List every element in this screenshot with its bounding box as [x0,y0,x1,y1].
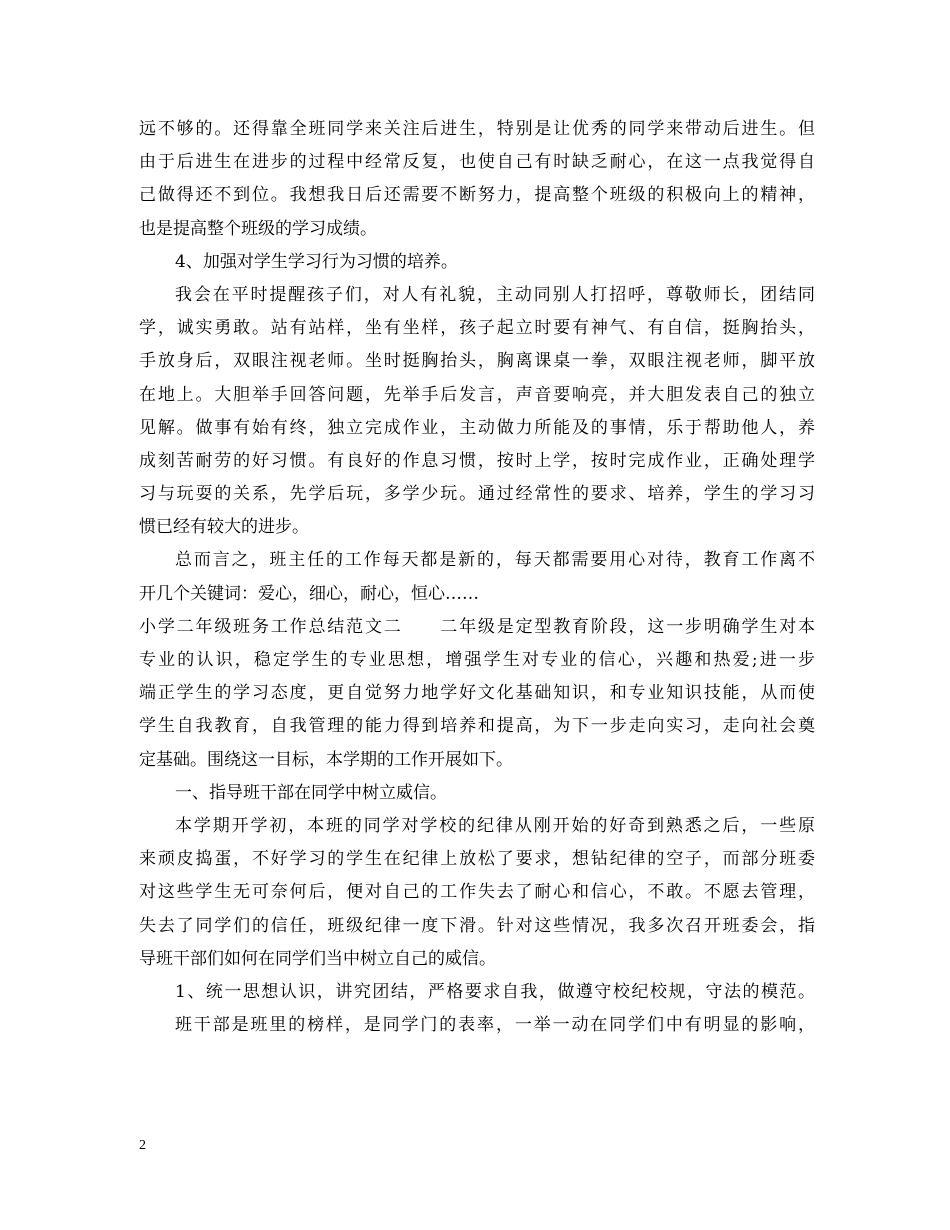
text-line: 端正学生的学习态度，更自觉努力地学好文化基础知识，和专业知识技能，从而使 [139,683,815,704]
section-heading: 4、加强对学生学习行为习惯的培养。 [175,251,458,272]
text-line: 定基础。围绕这一目标，本学期的工作开展如下。 [139,749,513,770]
section-heading: 一、指导班干部在同学中树立威信。 [175,782,447,803]
text-line: 对这些学生无可奈何后，便对自己的工作失去了耐心和信心，不敢。不愿去管理， [139,882,815,903]
text-line: 惯已经有较大的进步。 [139,517,309,538]
text-line: 己做得还不到位。我想我日后还需要不断努力，提高整个班级的积极向上的精神， [139,185,815,206]
text-line: 开几个关键词：爱心，细心，耐心，恒心…… [139,583,479,604]
text-line: 学，诚实勇敢。站有站样，坐有坐样，孩子起立时要有神气、有自信，挺胸抬头， [139,318,815,339]
text-line: 在地上。大胆举手回答问题，先举手后发言，声音要响亮，并大胆发表自己的独立 [139,384,815,405]
text-line: 习与玩耍的关系，先学后玩，多学少玩。通过经常性的要求、培养，学生的学习习 [139,484,815,505]
text-line: 专业的认识，稳定学生的专业思想，增强学生对专业的信心，兴趣和热爱;进一步 [139,650,815,670]
page-number: 2 [139,1138,146,1153]
text-line: 班干部是班里的榜样，是同学门的表率，一举一动在同学们中有明显的影响， [175,1015,815,1036]
article-title-line: 小学二年级班务工作总结范文二 二年级是定型教育阶段，这一步明确学生对本 [139,616,815,637]
text-line: 也是提高整个班级的学习成绩。 [139,218,377,239]
text-line: 本学期开学初，本班的同学对学校的纪律从刚开始的好奇到熟悉之后，一些原 [175,815,815,836]
text-line: 总而言之，班主任的工作每天都是新的，每天都需要用心对待，教育工作离不 [175,550,815,571]
text-line: 学生自我教育，自我管理的能力得到培养和提高，为下一步走向实习，走向社会奠 [139,716,815,737]
text-line: 失去了同学们的信任，班级纪律一度下滑。针对这些情况，我多次召开班委会，指 [139,915,815,936]
section-heading: 1、统一思想认识，讲究团结，严格要求自我，做遵守校纪校规，守法的模范。 [175,981,815,1002]
text-line: 我会在平时提醒孩子们，对人有礼貌，主动同别人打招呼，尊敬师长，团结同 [175,284,815,305]
text-line: 来顽皮捣蛋，不好学习的学生在纪律上放松了要求，想钻纪律的空子，而部分班委 [139,849,815,870]
text-line: 手放身后，双眼注视老师。坐时挺胸抬头，胸离课桌一拳，双眼注视老师，脚平放 [139,351,815,372]
text-line: 成刻苦耐劳的好习惯。有良好的作息习惯，按时上学，按时完成作业，正确处理学 [139,450,815,471]
text-line: 由于后进生在进步的过程中经常反复，也使自己有时缺乏耐心，在这一点我觉得自 [139,152,815,173]
text-line: 导班干部们如何在同学们当中树立自己的威信。 [139,948,496,969]
text-line: 见解。做事有始有终，独立完成作业，主动做力所能及的事情，乐于帮助他人，养 [139,417,815,438]
text-line: 远不够的。还得靠全班同学来关注后进生，特别是让优秀的同学来带动后进生。但 [139,119,815,139]
document-body [139,113,815,1042]
